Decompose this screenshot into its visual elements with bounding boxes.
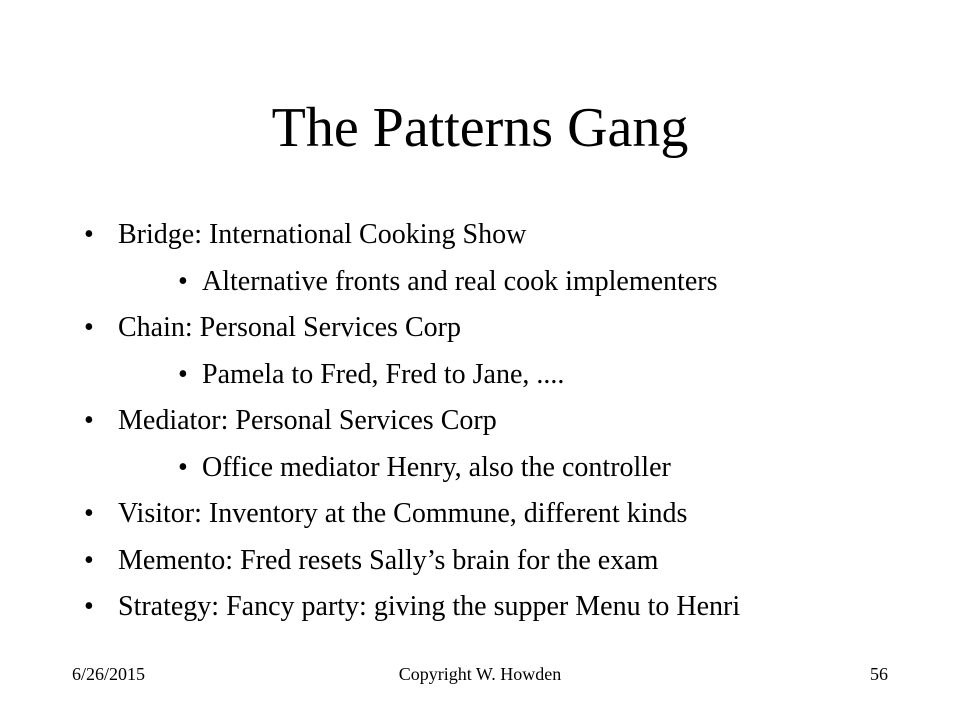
bullet-icon: • <box>84 312 94 343</box>
bullet-icon: • <box>178 265 188 297</box>
bullet-text: Chain: Personal Services Corp <box>118 312 461 343</box>
sub-bullet-text: Office mediator Henry, also the controller <box>202 451 671 483</box>
bullet-icon: • <box>178 451 188 483</box>
bullet-item <box>0 584 960 631</box>
bullet-icon: • <box>84 405 94 436</box>
sub-bullet-text: Alternative fronts and real cook implementers <box>202 265 718 297</box>
bullet-text: Bridge: International Cooking Show <box>118 219 527 250</box>
slide-title: The Patterns Gang <box>271 97 689 159</box>
bullet-icon: • <box>84 498 94 529</box>
bullet-text: Memento: Fred resets Sally’s brain for the exam <box>118 544 659 576</box>
bullet-icon: • <box>178 358 188 390</box>
bullet-list <box>0 212 960 631</box>
bullet-item <box>0 398 960 445</box>
bullet-text: Strategy: Fancy party: giving the supper Menu to Henri <box>118 591 741 622</box>
bullet-icon: • <box>84 591 94 622</box>
bullet-icon: • <box>84 544 94 576</box>
footer-copyright: Copyright W. Howden <box>398 664 562 684</box>
sub-bullet-item <box>0 259 960 306</box>
bullet-text: Visitor: Inventory at the Commune, different kinds <box>118 498 688 529</box>
bullet-item <box>0 212 960 259</box>
sub-bullet-text: Pamela to Fred, Fred to Jane, .... <box>202 358 565 390</box>
bullet-item <box>0 538 960 585</box>
bullet-item <box>0 491 960 538</box>
bullet-item <box>0 305 960 352</box>
footer-page-number: 56 <box>870 664 888 684</box>
bullet-icon: • <box>84 219 94 250</box>
footer-date: 6/26/2015 <box>72 664 146 684</box>
sub-bullet-item <box>0 352 960 399</box>
sub-bullet-item <box>0 445 960 492</box>
bullet-text: Mediator: Personal Services Corp <box>118 405 497 436</box>
